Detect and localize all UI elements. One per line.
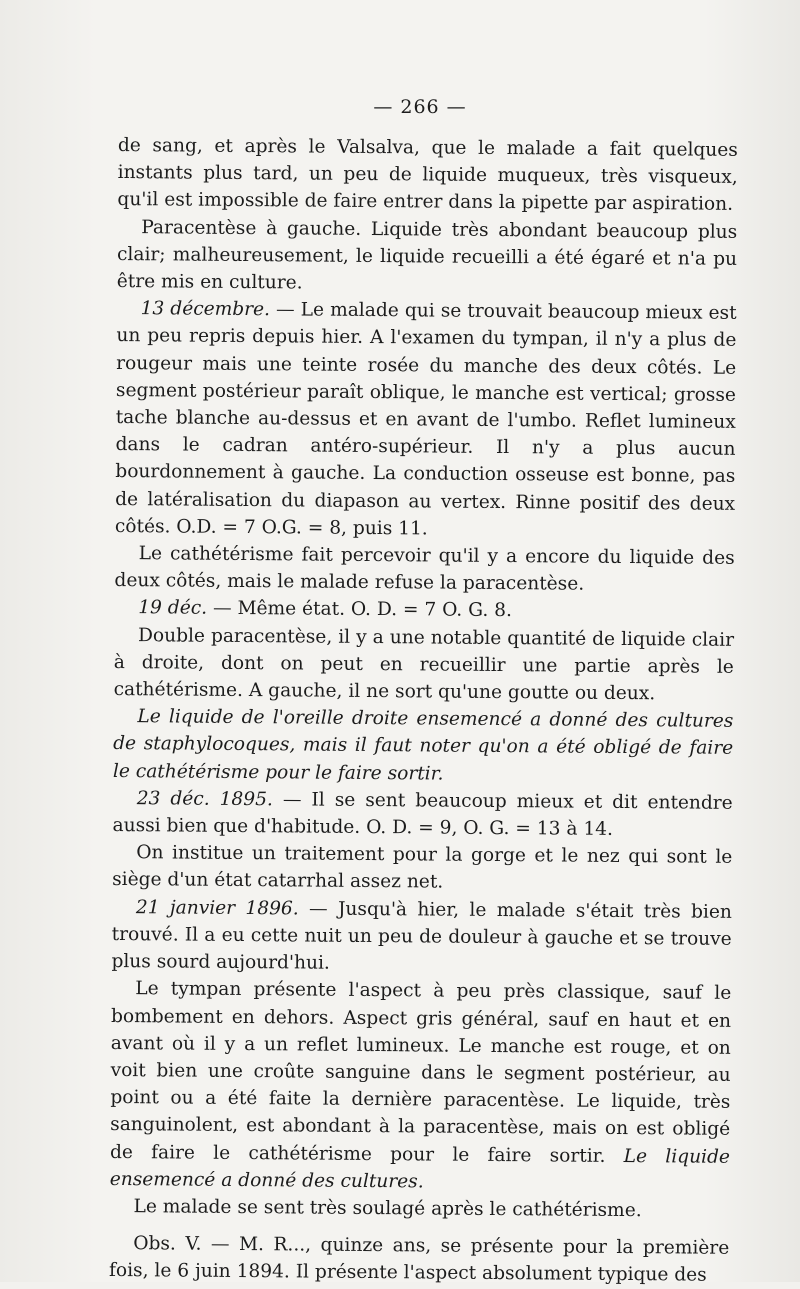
- italic-text: 21 janvier 1896.: [135, 896, 299, 920]
- italic-text: 19 déc.: [138, 597, 208, 620]
- page-number: — 266 —: [373, 96, 467, 118]
- paragraph-p10: [111, 894, 732, 980]
- italic-text: 13 décembre.: [140, 298, 271, 321]
- text-run: Obs. V. — M. R..., quinze ans, se présente pour la première fois, le 6 juin 1894. Il présente l'aspect absolument typique des: [108, 1233, 730, 1286]
- paragraph-p7: [113, 703, 734, 789]
- text-run: — Jusqu'à hier, le malade s'était très bien trouvé. Il a eu cette nuit un peu de douleur à gauche et se trouve plus sourd aujourd'hui.: [111, 898, 732, 974]
- text-run: — Même état. O. D. = 7 O. G. 8.: [206, 598, 513, 622]
- text-run: de sang, et après le Valsalva, que le malade a fait quelques instants plus tard, un peu de liquide muqueux, très visqueux, qu'il est impossible de faire entrer dans la pipette par aspiration.: [117, 134, 738, 216]
- text-run: — Il se sent beaucoup mieux et dit entendre aussi bien que d'habitude. O. D. = 9, O. G. = 13 à 14.: [112, 789, 733, 840]
- paragraph-p12: [109, 1193, 729, 1225]
- text-run: Le tympan présente l'aspect à peu près classique, sauf le bombement en dehors. Aspect gris général, sauf en haut et en avant où il y a un reflet lumineux. Le manche est rouge, et on voit bien une croûte sanguine dans le segment postérieur, au point ou a été faite la dernière paracentèse. Le liquide, très sanguinolent, est abondant à la paracentèse, mais on est obligé de faire le cathétérisme pour le faire sortir.: [109, 978, 732, 1167]
- italic-text: Le liquide ensemencé a donné des cultures.: [109, 1145, 731, 1193]
- italic-text: 23 déc. 1895.: [136, 788, 273, 811]
- paragraph-p5: [114, 594, 734, 626]
- paragraph-p9: [112, 839, 732, 898]
- paragraph-p2: [117, 214, 738, 300]
- text-run: Le malade se sent très soulagé après le cathétérisme.: [133, 1196, 642, 1222]
- text-run: Le cathétérisme fait percevoir qu'il y a encore du liquide des deux côtés, mais le malade refuse la paracentèse.: [114, 543, 735, 595]
- page-body: [109, 132, 738, 1289]
- text-run: On institue un traitement pour la gorge et le nez qui sont le siège d'un état catarrhal assez net.: [112, 842, 733, 894]
- paragraph-p8: [112, 785, 732, 844]
- paragraph-p11: [110, 975, 732, 1197]
- paragraph-p3: [115, 295, 737, 545]
- paragraph-p1: [117, 132, 738, 218]
- paragraph-p13: [109, 1230, 729, 1289]
- text-run: — Le malade qui se trouvait beaucoup mieux est un peu repris depuis hier. A l'examen du tympan, il n'y a plus de rougeur mais une teinte rosée du manche des deux côtés. Le segment postérieur paraît oblique, le manche est vertical; grosse tache blanche au-dessus et en avant de l'umbo. Reflet lumineux dans le cadran antéro-supérieur. Il n'y a plus aucun bourdonnement à gauche. La conduction osseuse est bonne, pas de latéralisation du diapason au vertex. Rinne positif des deux côtés. O.D. = 7 O.G. = 8, puis 11.: [114, 299, 737, 540]
- text-run: Paracentèse à gauche. Liquide très abondant beaucoup plus clair; malheureusement, le liquide recueilli a été égaré et n'a pu être mis en culture.: [116, 216, 738, 294]
- paragraph-p6: [114, 622, 735, 708]
- italic-text: Le liquide de l'oreille droite ensemencé a donné des cultures de staphylocoques, mais il faut noter qu'on a été obligé de faire le cathétérisme pour le faire sortir.: [112, 706, 734, 785]
- text-run: Double paracentèse, il y a une notable quantité de liquide clair à droite, dont on peut en recueillir une partie après le cathétérisme. A gauche, il ne sort qu'une goutte ou deux.: [113, 624, 735, 705]
- paragraph-p4: [114, 540, 734, 599]
